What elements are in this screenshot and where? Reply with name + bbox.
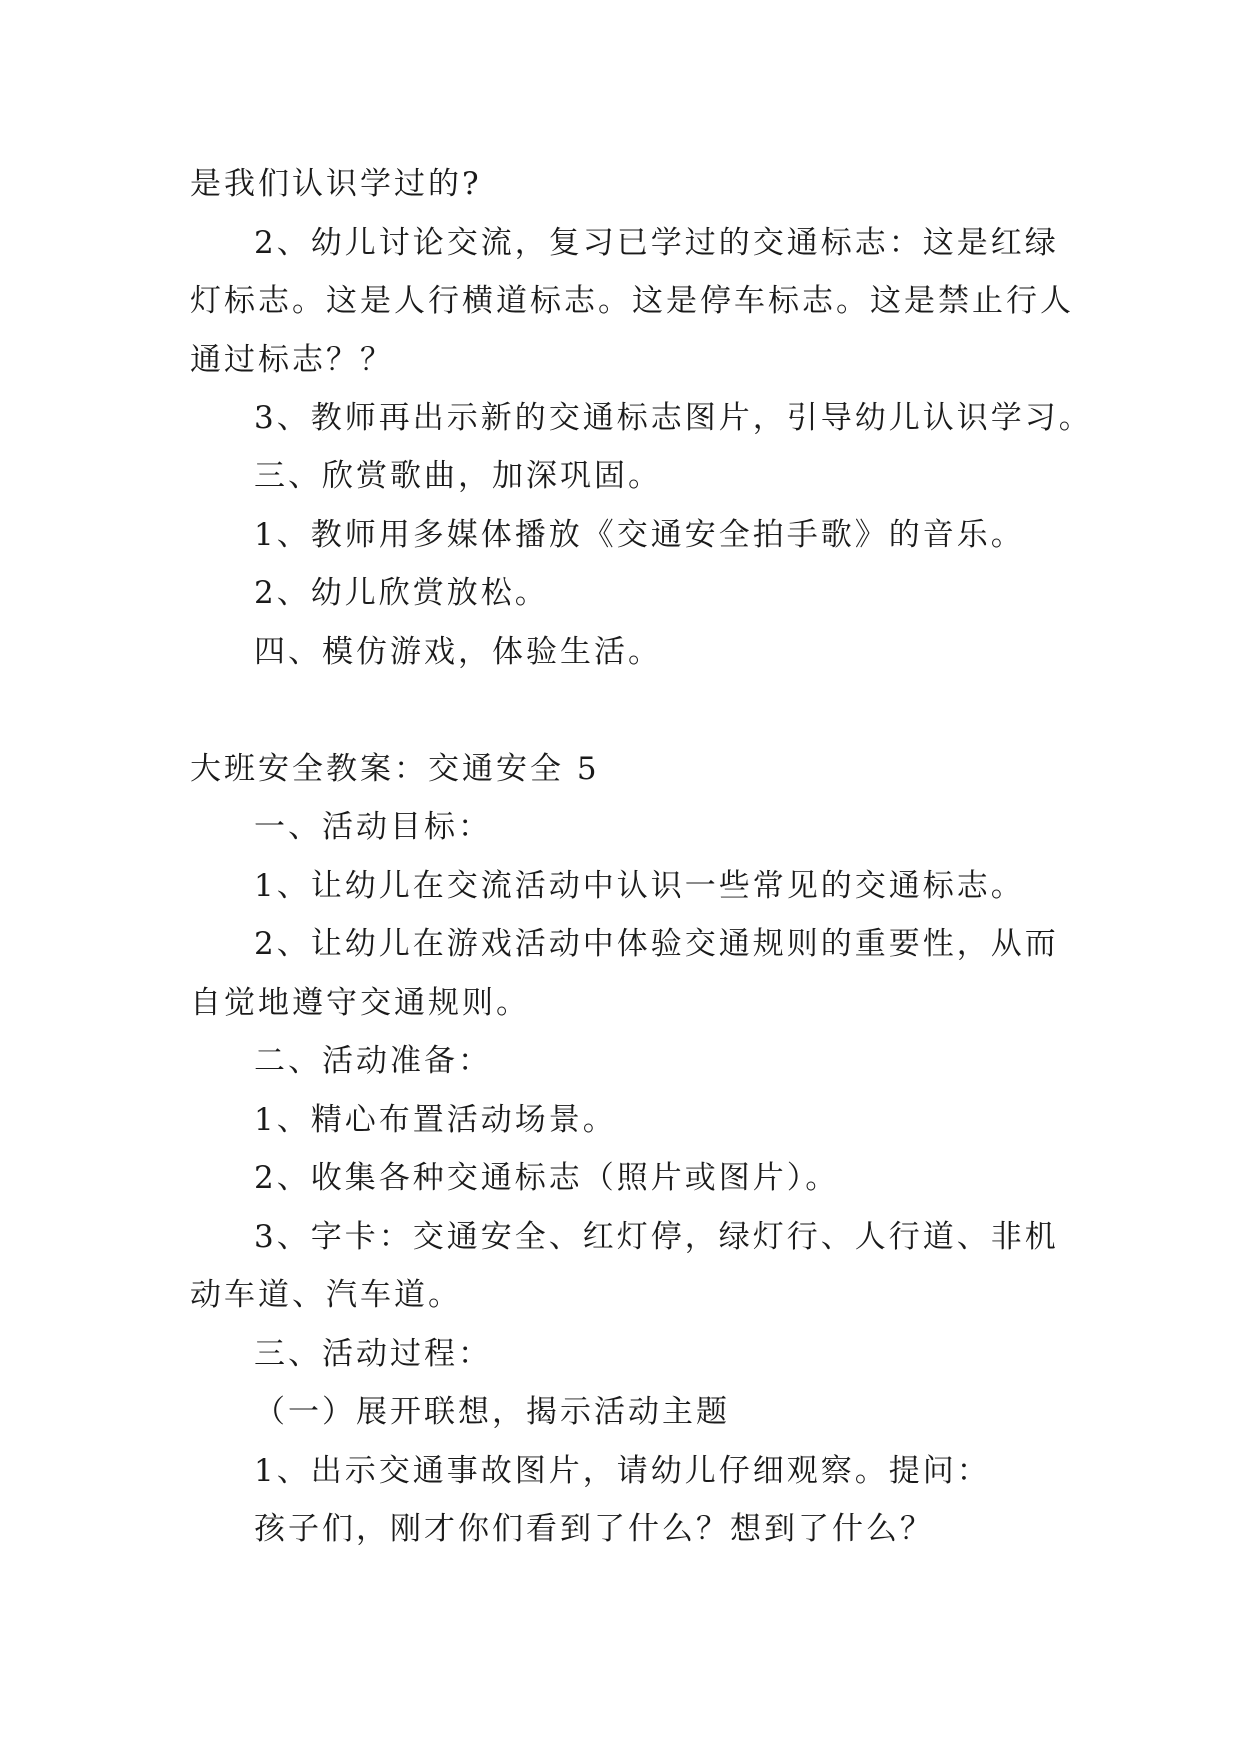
text-line: 1、精心布置活动场景。 [254, 1102, 617, 1138]
text-line: 1、让幼儿在交流活动中认识一些常见的交通标志。 [254, 868, 1025, 904]
text-line: 自觉地遵守交通规则。 [190, 985, 530, 1021]
text-line: 2、让幼儿在游戏活动中体验交通规则的重要性，从而 [254, 926, 1059, 962]
text-line: 2、幼儿讨论交流，复习已学过的交通标志：这是红绿 [254, 225, 1059, 261]
text-line: 孩子们，刚才你们看到了什么？想到了什么？ [254, 1511, 934, 1547]
text-line: 三、活动过程： [254, 1336, 492, 1372]
text-line: 动车道、汽车道。 [190, 1277, 462, 1313]
text-line: 2、收集各种交通标志（照片或图片）。 [254, 1160, 840, 1196]
text-line: 灯标志。这是人行横道标志。这是停车标志。这是禁止行人 [190, 283, 1074, 319]
text-line: 1、教师用多媒体播放《交通安全拍手歌》的音乐。 [254, 517, 1025, 553]
text-line: （一）展开联想，揭示活动主题 [254, 1394, 730, 1430]
text-line: 二、活动准备： [254, 1043, 492, 1079]
text-line: 是我们认识学过的? [190, 166, 482, 202]
section-title: 大班安全教案：交通安全 5 [190, 751, 600, 787]
text-line: 一、活动目标： [254, 809, 492, 845]
text-line: 3、字卡：交通安全、红灯停，绿灯行、人行道、非机 [254, 1219, 1059, 1255]
text-line: 三、欣赏歌曲，加深巩固。 [254, 458, 662, 494]
text-line: 通过标志？？ [190, 342, 394, 378]
text-line: 四、模仿游戏，体验生活。 [254, 634, 662, 670]
text-line: 3、教师再出示新的交通标志图片，引导幼儿认识学习。 [254, 400, 1093, 436]
text-line: 2、幼儿欣赏放松。 [254, 575, 549, 611]
text-line: 1、出示交通事故图片，请幼儿仔细观察。提问： [254, 1453, 991, 1489]
